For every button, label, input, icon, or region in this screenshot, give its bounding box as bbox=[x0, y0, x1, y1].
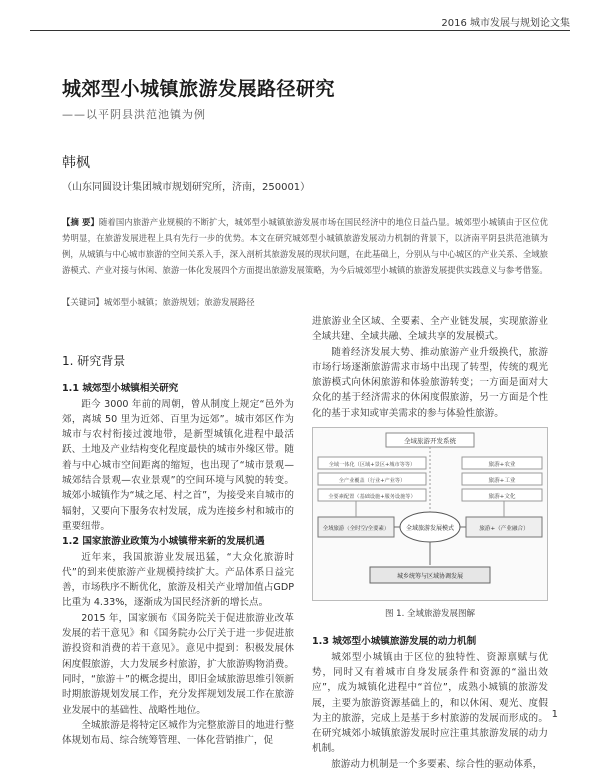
paragraph: 随着经济发展大势、推动旅游产业升级换代，旅游市场行场逐渐旅游需求市场中出现了转型，传统的观光旅游模式向休闲旅游和体验旅游转变；一方面是面对大众化的基于经济需求的休闲度假旅游，另一方面是个性化的基于求知或审美需求的参与体验性旅游。 bbox=[312, 346, 548, 419]
paragraph: 旅游动力机制是一个多要素、综合性的驱动体系， bbox=[331, 758, 543, 770]
keywords bbox=[62, 296, 255, 308]
diagram-label-bottom: 城乡统筹与区域协调发展 bbox=[396, 573, 464, 581]
paper-title: 城郊型小城镇旅游发展路径研究 bbox=[62, 78, 336, 100]
diagram-label-right-box: 旅游+（产业融合） bbox=[479, 526, 529, 533]
figure-caption: 图 1. 全域旅游发展图解 bbox=[384, 609, 475, 620]
diagram-label-top: 全域旅游开发系统 bbox=[404, 437, 456, 446]
diagram-label-left-1: 全域一体化（区域+景区+城市等等） bbox=[328, 462, 416, 469]
paper-subtitle: ——以平阴县洪范池镇为例 bbox=[62, 108, 206, 121]
paragraph: 进旅游业全区域、全要素、全产业链发展，实现旅游业全域共建、全域共融、全域共享的发展模式。 bbox=[312, 316, 548, 343]
diagram-label-right-2: 旅游+工业 bbox=[488, 478, 516, 485]
diagram-label-center: 全域旅游发展模式 bbox=[405, 525, 455, 533]
paragraph: 城郊型小城镇由于区位的独特性、资源禀赋与优势，同时又有着城市自身发展条件和资源的“溢出效应”，成为城镇化进程中“首位”，成熟小城镇的旅游发展，主要为旅游资源基础上的，和以休闲、观光、度假为主的旅游，完成上是基于乡村旅游的发展而形成的。在研究城郊小城镇旅游发展时应注重其旅游发展的动力机制。 bbox=[312, 651, 548, 755]
abstract bbox=[62, 214, 548, 278]
keywords-label: 【关键词】 bbox=[62, 297, 104, 307]
subsection-heading: 1.3 城郊型小城镇旅游发展的动力机制 bbox=[312, 636, 477, 648]
diagram-svg bbox=[312, 427, 548, 601]
header-rule bbox=[30, 30, 570, 31]
diagram-label-left-box: 全域旅游（全时空/全要素） bbox=[322, 526, 390, 533]
paragraph: 全城旅游是将特定区城作为完整旅游目的地进行整体规划布局、综合统筹管理、一体化营销推广，促 bbox=[62, 719, 294, 747]
paragraph: 距今 3000 年前的周朝，曾从制度上规定“邑外为郊，离城 50 里为近郊、百里为远郊”。城市郊区作为城市与农村衔接过渡地带，是新型城镇化进程中最活跃、土地及产业结构变化程度最快的城市外缘区带。随着与中心城市空间距离的缩短，也出现了“城市景观—城郊结合景观—农业景观”的空间环境与风貌的转变。城郊小城镇作为“城之尾、村之首”，为接受来自城市的辐射，又要向下服务农村发展，成为连接乡村和城市的重要纽带。 bbox=[62, 398, 294, 532]
author-affiliation: （山东同圆设计集团城市规划研究所，济南，250001） bbox=[62, 182, 311, 193]
keywords-text: 城郊型小城镇；旅游规划；旅游发展路径 bbox=[103, 297, 255, 307]
subsection-heading: 1.2 国家旅游业政策为小城镇带来新的发展机遇 bbox=[62, 536, 265, 548]
diagram-label-right-1: 旅游+农业 bbox=[488, 462, 516, 469]
left-column bbox=[62, 354, 294, 748]
section-heading: 1. 研究背景 bbox=[62, 354, 126, 368]
running-header: 2016 城市发展与规划论文集 bbox=[441, 18, 570, 29]
subsection-heading: 1.1 城郊型小城镇相关研究 bbox=[62, 383, 179, 395]
abstract-label: 【摘 要】 bbox=[62, 217, 99, 227]
figure-diagram bbox=[312, 427, 548, 601]
author-name: 韩枫 bbox=[62, 155, 90, 171]
diagram-label-left-2: 全产业覆盖（行业+产业等） bbox=[338, 478, 406, 485]
paragraph: 近年来，我国旅游业发展迅猛，“大众化旅游时代”的到来使旅游产业规模持续扩大。产品体系日益完善，市场秩序不断优化，旅游及相关产业增加值占GDP 比重为 4.33%，逐渐成为国民经济新的增长点。 bbox=[62, 551, 294, 609]
right-column bbox=[312, 314, 548, 772]
diagram-label-right-3: 旅游+文化 bbox=[488, 494, 516, 501]
diagram-label-left-3: 全要素配置（基础设施+服务设施等） bbox=[328, 494, 416, 501]
abstract-text: 随着国内旅游产业规模的不断扩大，城郊型小城镇旅游发展市场在国民经济中的地位日益凸显。城郊型小城镇由于区位优势明显，在旅游发展进程上具有先行一步的优势。本文在研究城郊型小城镇旅游发展动力机制的背景下，以济南平阴县洪范池镇为例，从城镇与中心城市旅游的空间关系入手，深入剖析其旅游发展的现状问题，在此基础上，分别从与中心城区的产业关系、全域旅游模式、产业对接与休闲、旅游一体化发展四个方面提出旅游发展策略，为今后城郊型小城镇的旅游发展提供实践意义与参考借鉴。 bbox=[62, 217, 548, 275]
page-number: 1 bbox=[551, 709, 558, 720]
paragraph: 2015 年，国家颁布《国务院关于促进旅游业改革发展的若干意见》和《国务院办公厅关于进一步促进旅游投资和消费的若干意见》。意见中提到：积极发展休闲度假旅游，大力发展乡村旅游，扩大旅游购物消费。同时，“旅游＋”的概念提出，即旧金域旅游思维引领新时期旅游规划发展工作，充分发挥规划发展工作在旅游业发展中的基础性、战略性地位。 bbox=[62, 612, 294, 716]
